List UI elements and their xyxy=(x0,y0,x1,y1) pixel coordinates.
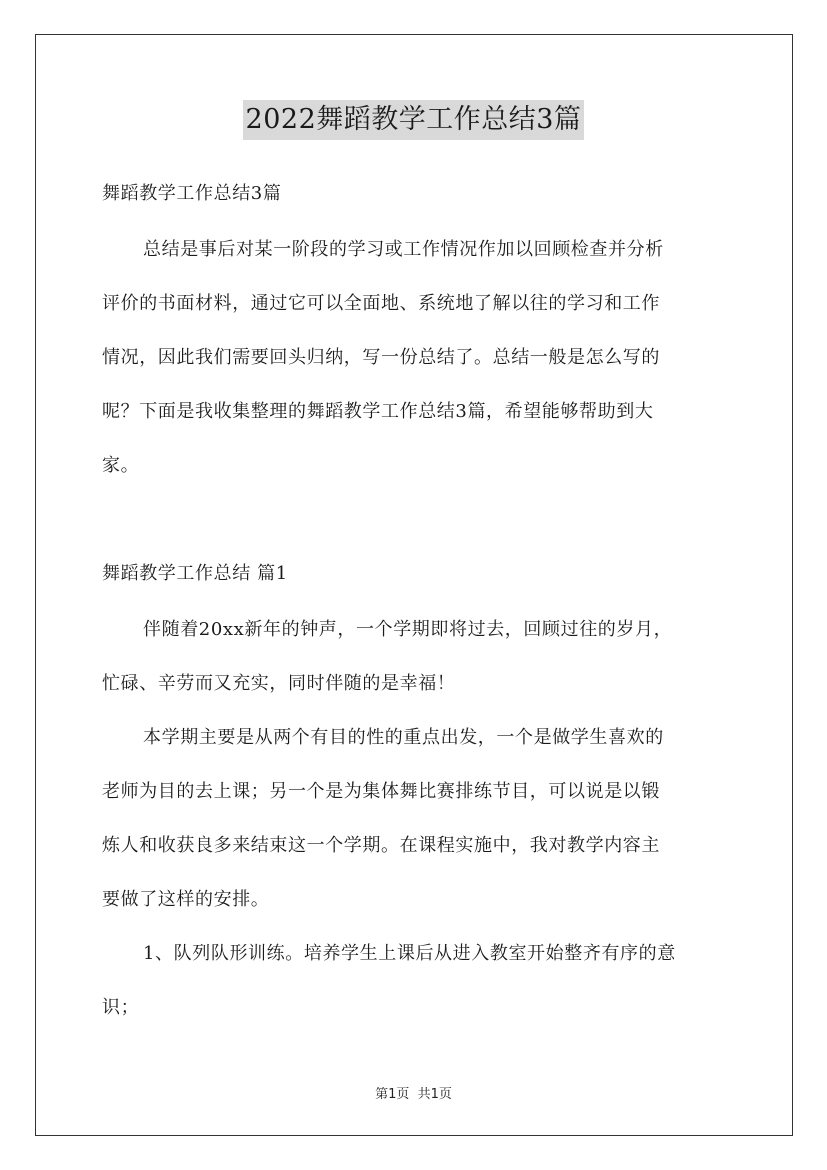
intro-line: 总结是事后对某一阶段的学习或工作情况作加以回顾检查并分析 xyxy=(143,239,664,260)
paragraph-line: 1、队列队形训练。培养学生上课后从进入教室开始整齐有序的意 xyxy=(143,943,676,964)
paragraph-line: 本学期主要是从两个有目的性的重点出发，一个是做学生喜欢的 xyxy=(143,727,664,748)
document-title: 2022舞蹈教学工作总结3篇 xyxy=(243,100,585,140)
paragraph-line: 伴随着20xx新年的钟声，一个学期即将过去，回顾过往的岁月， xyxy=(143,619,673,640)
document-subtitle: 舞蹈教学工作总结3篇 xyxy=(102,183,282,204)
intro-line: 呢？下面是我收集整理的舞蹈教学工作总结3篇，希望能够帮助到大 xyxy=(102,401,654,422)
intro-line: 评价的书面材料，通过它可以全面地、系统地了解以往的学习和工作 xyxy=(102,293,660,314)
paragraph-line: 老师为目的去上课；另一个是为集体舞比赛排练节目，可以说是以锻 xyxy=(102,781,660,802)
paragraph-line: 忙碌、辛劳而又充实，同时伴随的是幸福！ xyxy=(102,673,456,694)
page-total: 共1页 xyxy=(417,1087,452,1102)
section-heading: 舞蹈教学工作总结 篇1 xyxy=(102,563,288,584)
intro-line: 情况，因此我们需要回头归纳，写一份总结了。总结一般是怎么写的 xyxy=(102,347,660,368)
page-footer xyxy=(0,1083,827,1102)
page-number: 第1页 xyxy=(375,1087,410,1102)
paragraph-line: 识； xyxy=(102,997,140,1018)
title-container xyxy=(0,100,827,140)
paragraph-line: 炼人和收获良多来结束这一个学期。在课程实施中，我对教学内容主 xyxy=(102,835,660,856)
paragraph-line: 要做了这样的安排。 xyxy=(102,889,270,910)
intro-line: 家。 xyxy=(102,455,140,476)
